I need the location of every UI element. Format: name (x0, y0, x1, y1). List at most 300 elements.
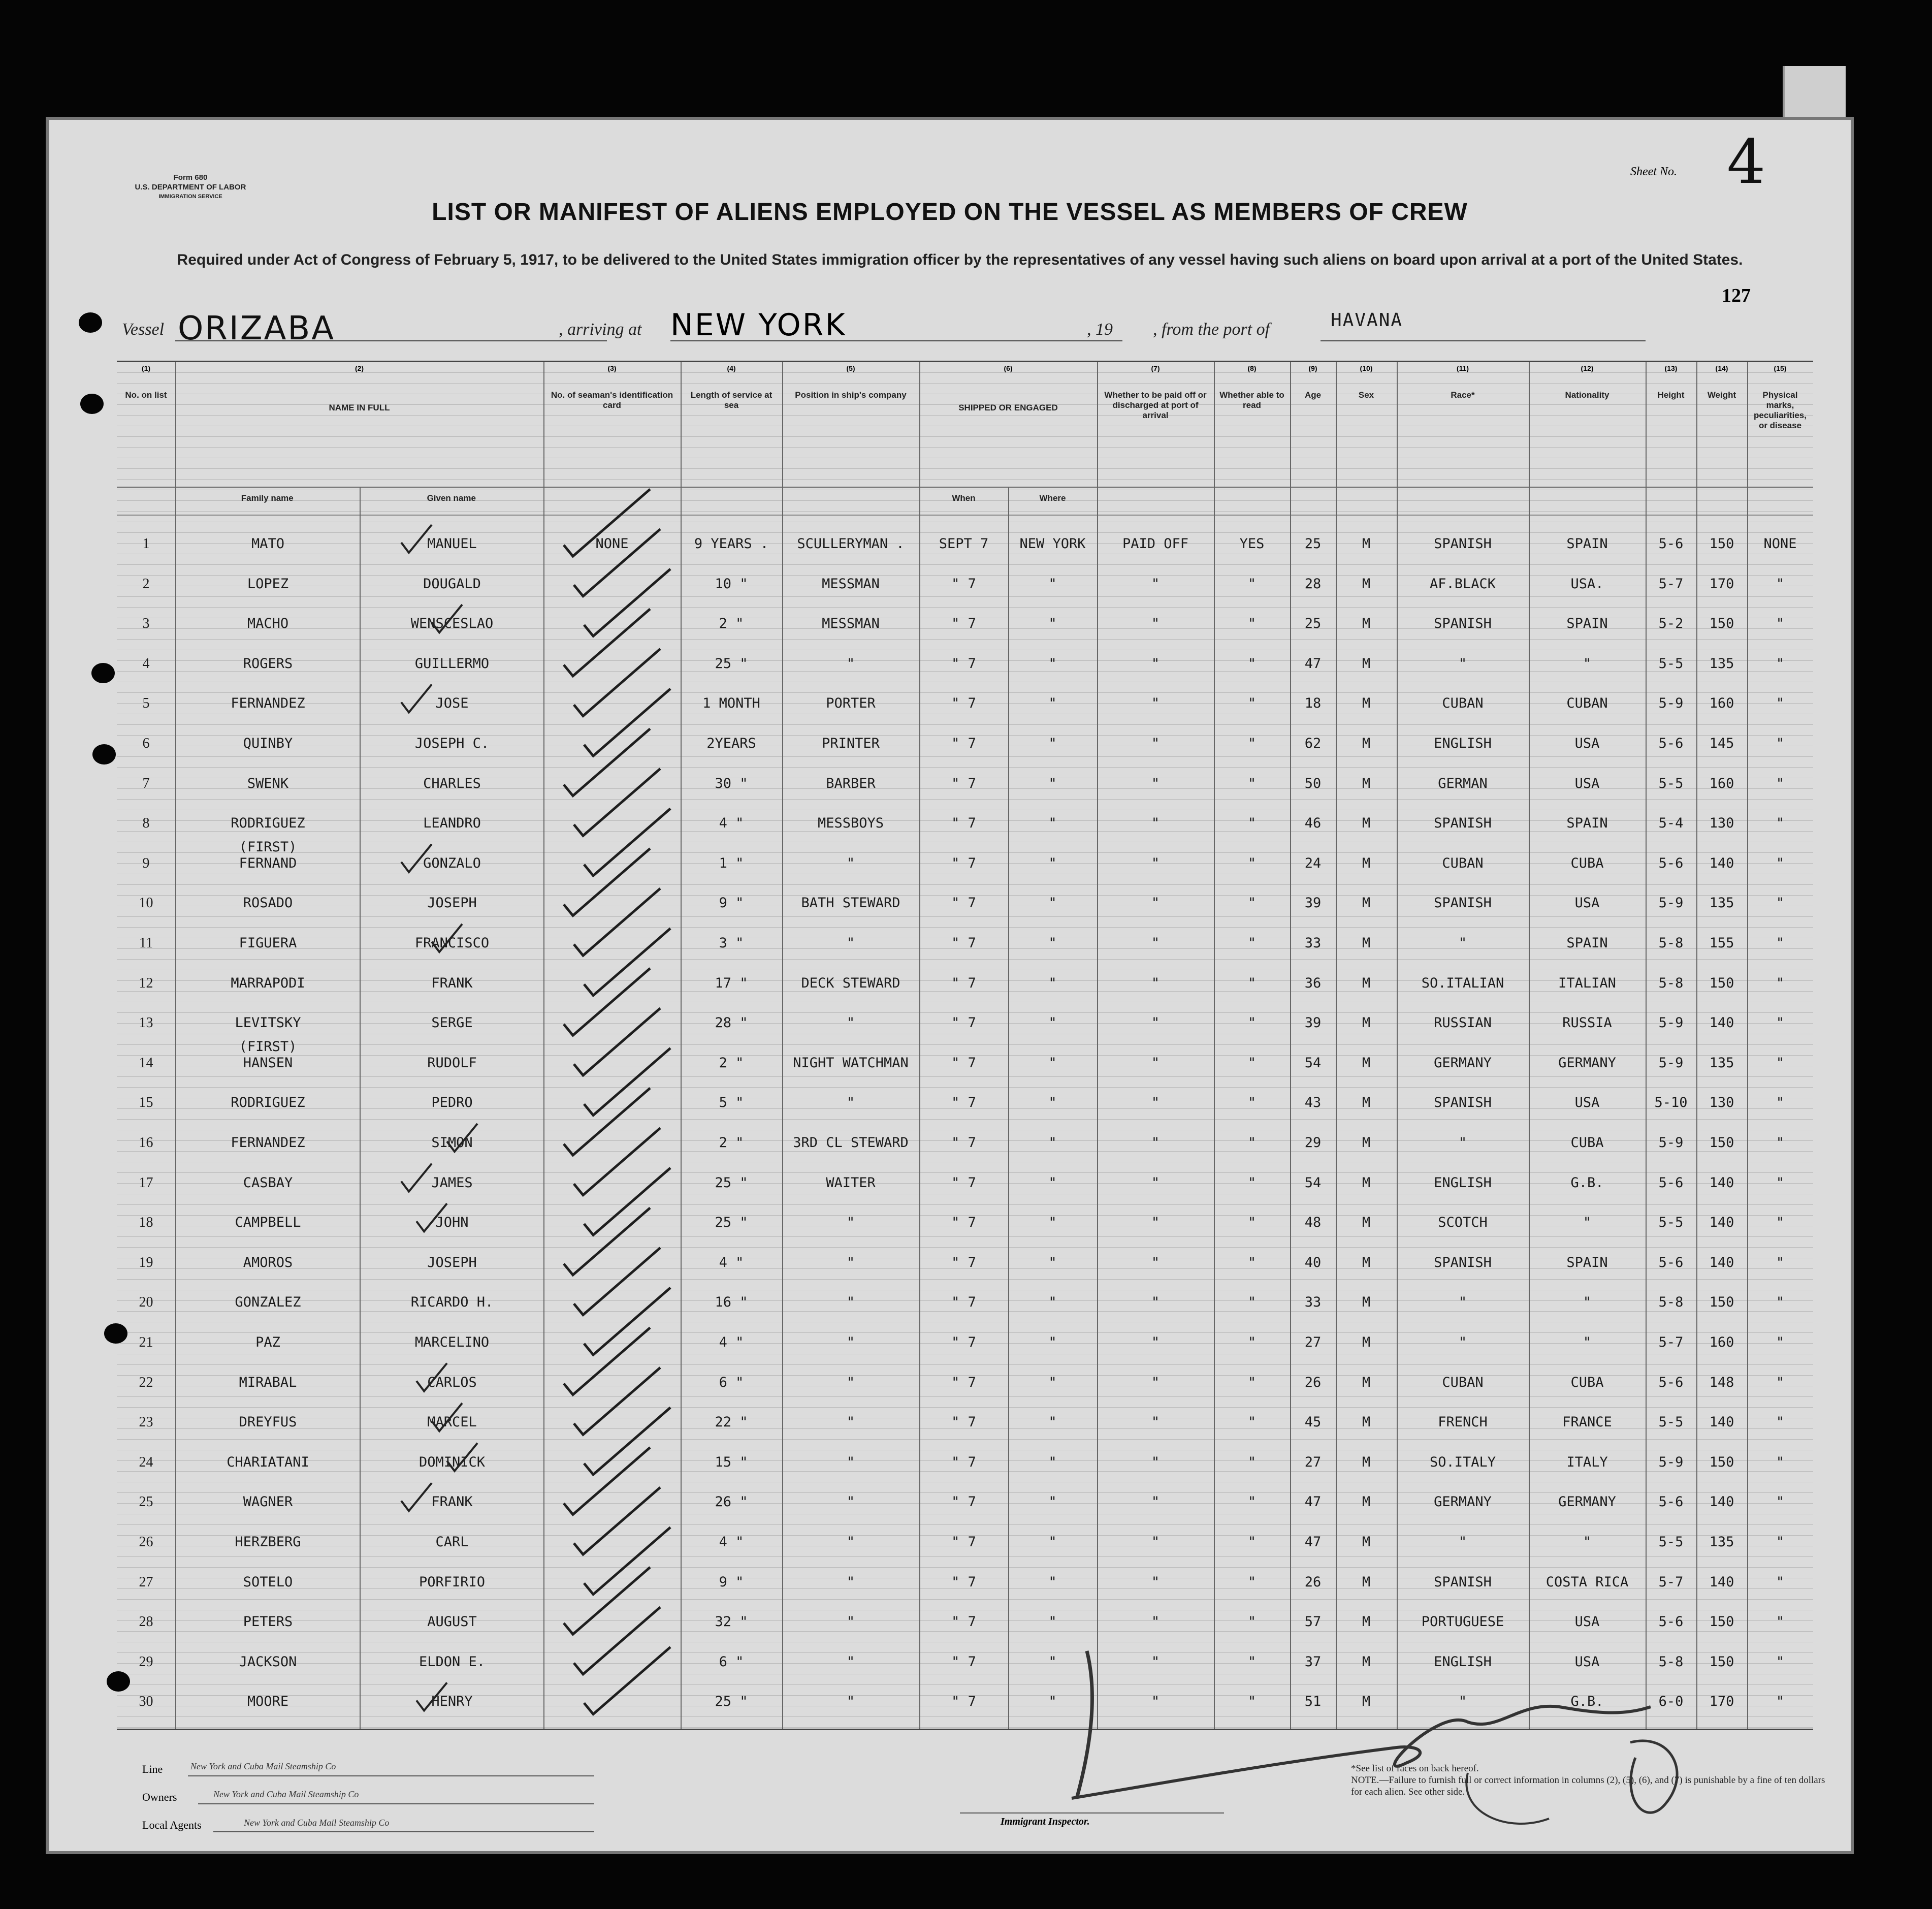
cell-position: MESSMAN (822, 576, 880, 592)
cell-service: 9 " (719, 1574, 744, 1590)
cell-no: 2 (142, 576, 150, 592)
cell-service: 4 " (719, 815, 744, 832)
cell-position: WAITER (826, 1174, 876, 1191)
check-mark (564, 489, 650, 556)
cell-given: RUDOLF (427, 1055, 477, 1071)
check-mark (432, 1403, 462, 1431)
check-mark (584, 1408, 670, 1475)
cell-sex: M (1362, 1414, 1371, 1430)
cell-given: PORFIRIO (418, 1574, 486, 1590)
column-number: (14) (1715, 364, 1728, 372)
cell-nationality: SPAIN (1566, 536, 1608, 552)
cell-paid: " (1151, 1055, 1160, 1071)
vessel-label: Vessel (122, 320, 165, 339)
cell-service: 25 " (715, 655, 748, 672)
cell-nationality: G.B. (1570, 1694, 1604, 1710)
cell-position: BATH STEWARD (801, 895, 900, 911)
cell-read: " (1247, 935, 1257, 951)
cell-family: PAZ (255, 1334, 280, 1350)
cell-nationality: CUBA (1570, 1135, 1604, 1151)
cell-read: " (1247, 576, 1257, 592)
inspector-underline (960, 1812, 1224, 1813)
check-mark (564, 1328, 650, 1395)
cell-given: HENRY (431, 1694, 473, 1710)
check-mark (574, 1487, 660, 1554)
cell-sex: M (1362, 576, 1371, 592)
department-name: U.S. DEPARTMENT OF LABOR (135, 183, 246, 192)
footnote (1351, 1763, 1833, 1798)
cell-age: 29 (1304, 1135, 1322, 1151)
manifest-table (117, 361, 1813, 1730)
check-mark (574, 649, 660, 716)
from-port-label: , from the port of (1153, 320, 1270, 339)
cell-read: " (1247, 815, 1257, 832)
cell-service: 4 " (719, 1254, 744, 1270)
cell-height: 5-8 (1658, 975, 1684, 991)
cell-given: LEANDRO (423, 815, 481, 832)
cell-weight: 135 (1709, 1534, 1734, 1550)
check-mark (584, 1288, 670, 1355)
cell-nationality: RUSSIA (1562, 1015, 1612, 1031)
cell-service: 2YEARS (706, 736, 756, 751)
cell-no: 10 (139, 895, 153, 911)
check-mark (584, 689, 670, 756)
line-label: Line (142, 1763, 163, 1775)
cell-nationality: ITALY (1566, 1454, 1608, 1470)
cell-sex: M (1362, 1174, 1371, 1191)
cell-position: " (846, 1215, 855, 1231)
cell-age: 54 (1304, 1174, 1322, 1191)
check-mark (584, 1168, 670, 1235)
cell-when: " 7 (951, 616, 976, 632)
sheet-number: 4 (1727, 127, 1766, 198)
cell-race: CUBAN (1442, 1374, 1484, 1390)
cell-age: 39 (1304, 1015, 1322, 1031)
cell-service: 25 " (715, 1215, 748, 1231)
cell-sex: M (1362, 1374, 1371, 1390)
cell-no: 9 (142, 855, 150, 871)
cell-marks: " (1776, 1135, 1785, 1151)
cell-age: 50 (1304, 775, 1322, 791)
cell-race: ENGLISH (1434, 736, 1492, 751)
cell-where: " (1048, 1055, 1057, 1071)
cell-race: GERMANY (1434, 1055, 1492, 1071)
cell-nationality: GERMANY (1558, 1055, 1616, 1071)
cell-read: " (1247, 1574, 1257, 1590)
cell-weight: 140 (1709, 1015, 1734, 1031)
service-name: IMMIGRATION SERVICE (158, 194, 222, 200)
cell-given: GUILLERMO (414, 655, 490, 672)
cell-weight: 150 (1709, 616, 1734, 632)
cell-marks: " (1776, 616, 1785, 632)
column-header: Position in ship's company (795, 390, 907, 400)
cell-position: " (846, 1653, 855, 1670)
cell-weight: 170 (1709, 1694, 1734, 1710)
cell-family: MIRABAL (239, 1374, 297, 1390)
column-subheader: When (952, 493, 976, 503)
cell-nationality: G.B. (1570, 1174, 1604, 1191)
cell-paid: " (1151, 815, 1160, 832)
cell-height: 5-5 (1658, 775, 1684, 791)
cell-age: 40 (1304, 1254, 1322, 1270)
cell-age: 36 (1304, 975, 1322, 991)
cell-service: 25 " (715, 1694, 748, 1710)
cell-position: " (846, 1374, 855, 1390)
check-mark (564, 609, 650, 676)
cell-family: HANSEN (243, 1055, 293, 1071)
cell-read: " (1247, 1334, 1257, 1350)
cell-race: SPANISH (1434, 616, 1492, 632)
cell-when: " 7 (951, 655, 976, 672)
year-label: , 19 (1087, 320, 1113, 339)
cell-race: AF.BLACK (1429, 576, 1496, 592)
cell-family: FERNANDEZ (231, 1135, 305, 1151)
cell-marks: " (1776, 1334, 1785, 1350)
column-header: No. of seaman's identification card (551, 390, 673, 410)
cell-no: 16 (139, 1135, 153, 1151)
cell-when: " 7 (951, 855, 976, 871)
cell-weight: 140 (1709, 1414, 1734, 1430)
cell-race: ENGLISH (1434, 1174, 1492, 1191)
cell-nationality: USA (1574, 1653, 1600, 1670)
cell-no: 4 (142, 655, 150, 672)
cell-given: AUGUST (427, 1614, 477, 1630)
cell-height: 5-6 (1658, 1254, 1684, 1270)
cell-marks: " (1776, 736, 1785, 751)
cell-family: QUINBY (243, 736, 293, 751)
local-agents-label: Local Agents (142, 1819, 202, 1831)
cell-when: " 7 (951, 1694, 976, 1710)
cell-where: " (1048, 815, 1057, 832)
column-number: (3) (607, 364, 617, 372)
check-mark (584, 1647, 670, 1714)
cell-nationality: USA (1574, 1095, 1600, 1111)
cell-position: " (846, 855, 855, 871)
cell-read: YES (1239, 536, 1265, 552)
cell-where: " (1048, 975, 1057, 991)
cell-service: 1 " (719, 855, 744, 871)
cell-when: " 7 (951, 1374, 976, 1390)
cell-race: SPANISH (1434, 536, 1492, 552)
cell-sex: M (1362, 695, 1371, 712)
cell-when: " 7 (951, 1135, 976, 1151)
cell-race: GERMANY (1434, 1494, 1492, 1510)
cell-given: DOUGALD (423, 576, 481, 592)
cell-height: 5-6 (1658, 1494, 1684, 1510)
cell-where: " (1048, 1454, 1057, 1470)
cell-when: " 7 (951, 1494, 976, 1510)
check-mark (447, 1443, 477, 1471)
cell-nationality: SPAIN (1566, 935, 1608, 951)
cell-given: MARCELINO (414, 1334, 490, 1350)
cell-where: NEW YORK (1019, 536, 1086, 552)
cell-sex: M (1362, 1653, 1371, 1670)
cell-no: 14 (139, 1055, 153, 1071)
punch-hole (104, 1323, 127, 1344)
cell-paid: " (1151, 1254, 1160, 1270)
cell-read: " (1247, 1414, 1257, 1430)
cell-paid: " (1151, 1135, 1160, 1151)
cell-read: " (1247, 1095, 1257, 1111)
cell-paid: " (1151, 1095, 1160, 1111)
cell-weight: 140 (1709, 1494, 1734, 1510)
cell-no: 28 (139, 1614, 153, 1630)
cell-service: 26 " (715, 1494, 748, 1510)
cell-race: CUBAN (1442, 855, 1484, 871)
column-header: Whether able to read (1219, 390, 1284, 410)
cell-service: 3 " (719, 935, 744, 951)
check-mark (574, 1008, 660, 1075)
cell-weight: 135 (1709, 1055, 1734, 1071)
check-mark (584, 1528, 670, 1595)
cell-nationality: FRANCE (1562, 1414, 1612, 1430)
cell-where: " (1048, 1494, 1057, 1510)
cell-sex: M (1362, 855, 1371, 871)
cell-race: SPANISH (1434, 815, 1492, 832)
cell-service: 2 " (719, 1135, 744, 1151)
cell-read: " (1247, 655, 1257, 672)
cell-nationality: USA (1574, 895, 1600, 911)
cell-sex: M (1362, 655, 1371, 672)
punch-hole (92, 744, 116, 765)
cell-where: " (1048, 1653, 1057, 1670)
cell-weight: 140 (1709, 1254, 1734, 1270)
cell-marks: " (1776, 1174, 1785, 1191)
cell-read: " (1247, 1055, 1257, 1071)
cell-family: RODRIGUEZ (231, 1095, 305, 1111)
cell-where: " (1048, 935, 1057, 951)
cell-race: SCOTCH (1438, 1215, 1488, 1231)
cell-read: " (1247, 1534, 1257, 1550)
cell-nationality: USA. (1570, 576, 1604, 592)
fine-note: NOTE.—Failure to furnish full or correct information in columns (2), (5), (6), and (7) is punishable by a fine of ten dollars for each alien. See other side. (1351, 1775, 1825, 1797)
cell-height: 5-7 (1658, 1574, 1684, 1590)
cell-sex: M (1362, 1015, 1371, 1031)
check-mark (401, 844, 432, 872)
column-number: (1) (141, 364, 151, 372)
cell-service: 25 " (715, 1174, 748, 1191)
cell-weight: 150 (1709, 1653, 1734, 1670)
line-underline (188, 1775, 594, 1776)
cell-height: 5-9 (1658, 895, 1684, 911)
cell-age: 47 (1304, 1494, 1322, 1510)
cell-position: " (846, 1454, 855, 1470)
cell-marks: " (1776, 1694, 1785, 1710)
cell-paid: " (1151, 1374, 1160, 1390)
cell-service: 30 " (715, 775, 748, 791)
cell-sex: M (1362, 1614, 1371, 1630)
cell-given: JOSEPH (427, 895, 477, 911)
cell-height: 6-0 (1658, 1694, 1684, 1710)
column-number: (11) (1456, 364, 1469, 372)
cell-read: " (1247, 1174, 1257, 1191)
cell-race: " (1458, 1334, 1467, 1350)
cell-nationality: " (1583, 1334, 1592, 1350)
cell-age: 39 (1304, 895, 1322, 911)
cell-paid: " (1151, 1653, 1160, 1670)
cell-position: " (846, 1294, 855, 1311)
cell-where: " (1048, 1614, 1057, 1630)
cell-paid: PAID OFF (1122, 536, 1189, 552)
cell-race: " (1458, 1694, 1467, 1710)
cell-weight: 150 (1709, 1614, 1734, 1630)
cell-nationality: COSTA RICA (1545, 1574, 1629, 1590)
races-footnote: *See list of races on back hereof. (1351, 1763, 1479, 1774)
cell-paid: " (1151, 616, 1160, 632)
cell-where: " (1048, 616, 1057, 632)
owners-label: Owners (142, 1791, 177, 1803)
cell-race: FRENCH (1438, 1414, 1488, 1430)
column-header: NAME IN FULL (329, 403, 390, 412)
cell-given: JOSE (435, 695, 469, 712)
cell-age: 47 (1304, 655, 1322, 672)
cell-no: 21 (139, 1334, 153, 1350)
cell-marks: " (1776, 1534, 1785, 1550)
cell-age: 25 (1304, 536, 1322, 552)
cell-sex: M (1362, 1215, 1371, 1231)
cell-height: 5-9 (1658, 695, 1684, 712)
cell-marks: " (1776, 1574, 1785, 1590)
cell-race: SO.ITALIAN (1421, 975, 1504, 991)
check-mark (574, 1607, 660, 1674)
check-mark (574, 769, 660, 836)
cell-marks: " (1776, 655, 1785, 672)
check-mark (564, 729, 650, 796)
check-mark (574, 1367, 660, 1435)
cell-weight: 150 (1709, 536, 1734, 552)
cell-marks: " (1776, 1215, 1785, 1231)
cell-age: 37 (1304, 1653, 1322, 1670)
cell-height: 5-5 (1658, 1414, 1684, 1430)
cell-no: 12 (139, 975, 153, 991)
cell-race: ENGLISH (1434, 1653, 1492, 1670)
cell-marks: " (1776, 1254, 1785, 1270)
cell-where: " (1048, 1534, 1057, 1550)
cell-read: " (1247, 695, 1257, 712)
cell-when: " 7 (951, 975, 976, 991)
cell-age: 27 (1304, 1454, 1322, 1470)
check-mark (564, 968, 650, 1035)
cell-family: ROGERS (243, 655, 293, 672)
check-mark (584, 569, 670, 636)
cell-age: 33 (1304, 935, 1322, 951)
owners-value: New York and Cuba Mail Steamship Co (213, 1789, 359, 1799)
cell-read: " (1247, 1653, 1257, 1670)
cell-when: " 7 (951, 895, 976, 911)
cell-given: FRANCISCO (414, 935, 490, 951)
cell-position: " (846, 1015, 855, 1031)
cell-height: 5-9 (1658, 1454, 1684, 1470)
cell-given: FRANK (431, 975, 473, 991)
cell-sex: M (1362, 775, 1371, 791)
cell-given: SIMON (431, 1135, 473, 1151)
cell-height: 5-6 (1658, 1374, 1684, 1390)
cell-race: SPANISH (1434, 895, 1492, 911)
cell-no: 20 (139, 1294, 153, 1311)
cell-paid: " (1151, 975, 1160, 991)
cell-nationality: USA (1574, 775, 1600, 791)
check-mark (401, 1164, 432, 1192)
cell-where: " (1048, 695, 1057, 712)
cell-position: " (846, 1254, 855, 1270)
cell-height: 5-8 (1658, 935, 1684, 951)
cell-no: 29 (139, 1653, 153, 1670)
column-subheader: Family name (241, 493, 294, 503)
cell-service: 32 " (715, 1614, 748, 1630)
cell-position: SCULLERYMAN . (797, 536, 905, 552)
cell-when: " 7 (951, 1055, 976, 1071)
cell-no: 17 (139, 1174, 153, 1191)
cell-paid: " (1151, 1215, 1160, 1231)
cell-read: " (1247, 1614, 1257, 1630)
cell-sex: M (1362, 536, 1371, 552)
cell-where: " (1048, 736, 1057, 751)
cell-no: 18 (139, 1215, 153, 1231)
check-mark (401, 525, 432, 553)
cell-when: " 7 (951, 815, 976, 832)
cell-no: 24 (139, 1454, 153, 1470)
cell-weight: 135 (1709, 655, 1734, 672)
cell-race: SO.ITALY (1429, 1454, 1496, 1470)
cell-height: 5-5 (1658, 1215, 1684, 1231)
cell-no: 6 (142, 736, 150, 751)
cell-family-prefix: (FIRST) (239, 839, 297, 855)
cell-paid: " (1151, 655, 1160, 672)
cell-when: " 7 (951, 1334, 976, 1350)
cell-height: 5-6 (1658, 1614, 1684, 1630)
cell-given: JOSEPH C. (414, 736, 490, 751)
cell-when: " 7 (951, 1015, 976, 1031)
cell-where: " (1048, 1015, 1057, 1031)
cell-card: NONE (595, 536, 629, 552)
inspector-signature (1011, 1631, 1722, 1844)
cell-weight: 145 (1709, 736, 1734, 751)
cell-paid: " (1151, 895, 1160, 911)
check-mark (584, 929, 670, 996)
cell-position: 3RD CL STEWARD (793, 1135, 909, 1151)
column-header: Weight (1707, 390, 1736, 400)
cell-paid: " (1151, 1454, 1160, 1470)
cell-height: 5-8 (1658, 1294, 1684, 1311)
cell-race: PORTUGUESE (1421, 1614, 1504, 1630)
cell-when: " 7 (951, 775, 976, 791)
arrival-port: NEW YORK (670, 307, 847, 343)
column-header: Sex (1358, 390, 1374, 400)
cell-age: 62 (1304, 736, 1322, 751)
column-header: No. on list (125, 390, 167, 400)
cell-given: JAMES (431, 1174, 473, 1191)
cell-given: JOSEPH (427, 1254, 477, 1270)
cell-height: 5-6 (1658, 1174, 1684, 1191)
cell-marks: " (1776, 935, 1785, 951)
cell-position: " (846, 1494, 855, 1510)
cell-service: 22 " (715, 1414, 748, 1430)
column-number: (12) (1581, 364, 1594, 372)
cell-sex: M (1362, 975, 1371, 991)
column-number: (7) (1151, 364, 1160, 372)
cell-read: " (1247, 1015, 1257, 1031)
check-mark (416, 1363, 447, 1391)
cell-weight: 130 (1709, 1095, 1734, 1111)
check-mark (416, 1682, 447, 1710)
cell-height: 5-9 (1658, 1015, 1684, 1031)
check-mark (584, 809, 670, 876)
cell-where: " (1048, 1215, 1057, 1231)
cell-read: " (1247, 1135, 1257, 1151)
cell-position: " (846, 1614, 855, 1630)
cell-given: CARLOS (427, 1374, 477, 1390)
cell-height: 5-5 (1658, 655, 1684, 672)
